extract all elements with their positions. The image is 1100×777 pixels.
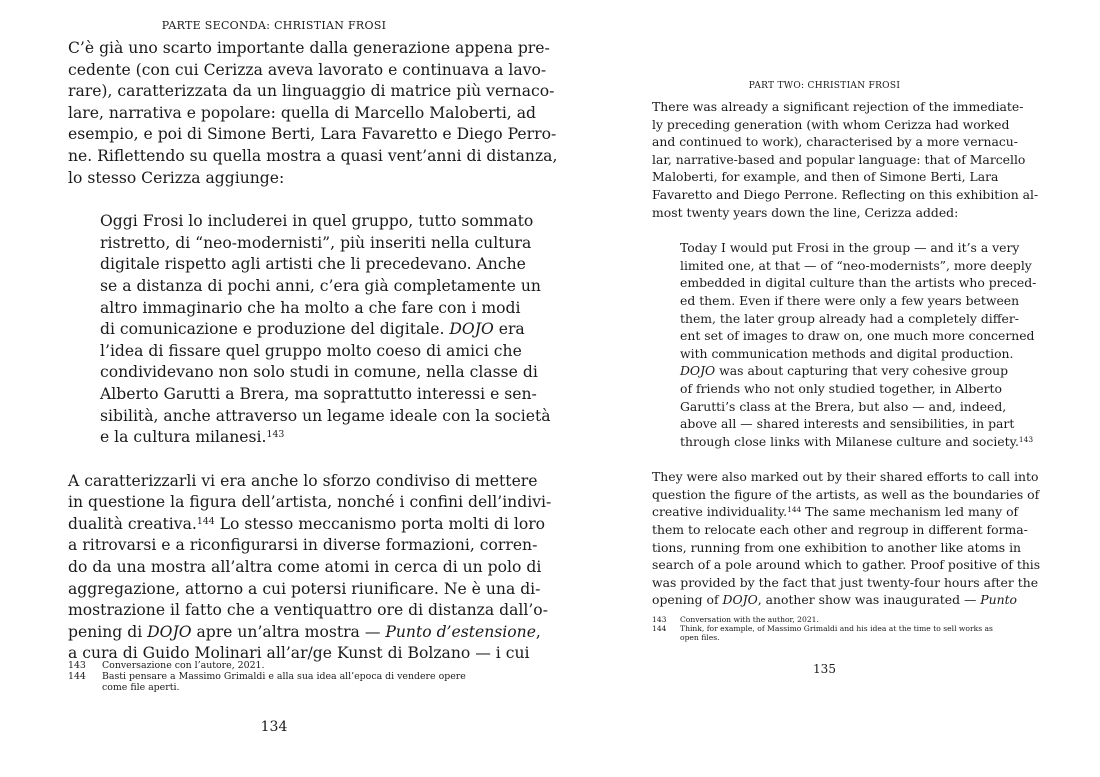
text-line: lo stesso Cerizza aggiunge:: [68, 168, 285, 187]
footnote-text: Conversazione con l’autore, 2021.: [102, 660, 265, 671]
work-title: DOJO: [680, 363, 716, 379]
footnote: [68, 660, 480, 671]
block-quote: [652, 239, 1037, 450]
text-line: and continued to work), characterised by a more vernacu-: [652, 134, 1018, 150]
text-line: them, the later group already had a completely differ-: [680, 310, 1019, 326]
footnote: [68, 671, 480, 693]
text-run: ,: [535, 622, 541, 641]
block-quote: [68, 211, 551, 449]
text-line: lar, narrative-based and popular language: that of Marcello: [652, 151, 1026, 167]
text-line: was provided by the fact that just twenty-four hours after the: [652, 574, 1039, 590]
text-line: above all — shared interests and sensibilities, in part: [680, 416, 1015, 432]
text-run: opening of: [652, 592, 723, 608]
text-line: se a distanza di pochi anni, c’era già completamente un: [100, 276, 541, 295]
text-run: , another show was inaugurated —: [757, 592, 981, 608]
text-line: in questione la figura dell’artista, nonché i confini dell’indivi-: [68, 493, 552, 512]
text-line: They were also marked out by their shared efforts to call into: [652, 469, 1039, 485]
work-title: Punto: [980, 592, 1018, 608]
footnote-ref[interactable]: 144: [787, 505, 802, 515]
text-line: Today I would put Frosi in the group — and it’s a very: [680, 240, 1020, 256]
text-line: ly preceding generation (with whom Cerizza had worked: [652, 116, 1010, 132]
footnote-number: 143: [652, 615, 667, 624]
text-run: dualità creativa.: [68, 514, 197, 533]
footnote-ref[interactable]: 143: [266, 428, 285, 440]
text-line: Alberto Garutti a Brera, ma soprattutto interessi e sen-: [100, 384, 537, 403]
text-line: esempio, e poi di Simone Berti, Lara Favaretto e Diego Perro-: [68, 125, 557, 144]
text-line: tions, running from one exhibition to another like atoms in: [652, 539, 1022, 555]
text-run: era: [498, 320, 525, 339]
text-line: a cura di Guido Molinari all’ar/ge Kunst di Bolzano — i cui: [68, 644, 530, 663]
footnotes: [652, 615, 997, 642]
text-line: most twenty years down the line, Cerizza added:: [652, 204, 959, 220]
text-line: search of a pole around which to gather. Proof positive of this: [652, 557, 1041, 573]
text-line: [652, 503, 1019, 521]
text-line: Garutti’s class at the Brera, but also — and, indeed,: [680, 398, 1007, 414]
text-line: A caratterizzarli vi era anche lo sforzo condiviso di mettere: [68, 471, 538, 490]
text-run: pening di: [68, 622, 148, 641]
text-line: question the figure of the artists, as well as the boundaries of: [652, 486, 1040, 502]
text-run: di comunicazione e produzione del digitale.: [100, 320, 445, 339]
text-line: Favaretto and Diego Perrone. Reflecting on this exhibition al-: [652, 186, 1039, 202]
work-title: DOJO: [722, 592, 758, 608]
text-line: lare, narrativa e popolare: quella di Marcello Maloberti, ad: [68, 103, 537, 122]
text-run: apre un’altra mostra —: [191, 622, 386, 641]
left-page: [68, 0, 558, 777]
work-title: DOJO: [449, 320, 494, 339]
running-head: PARTE SECONDA: CHRISTIAN FROSI: [161, 19, 387, 32]
footnote-text: Think, for example, of Massimo Grimaldi and his idea at the time to sell works as open files.: [680, 624, 993, 642]
page-number: 134: [260, 719, 288, 735]
text-line: aggregazione, attorno a cui potersi riunificare. Ne è una di-: [68, 579, 541, 598]
text-line: Oggi Frosi lo includerei in quel gruppo, tutto sommato: [100, 212, 534, 231]
text-line: digitale rispetto agli artisti che li precedevano. Anche: [100, 255, 526, 274]
text-line: [68, 622, 541, 644]
text-line: [680, 433, 1034, 451]
text-line: limited one, at that — of “neo-modernists”, more deeply: [680, 257, 1032, 273]
body-text: [652, 98, 1041, 609]
running-head: PART TWO: CHRISTIAN FROSI: [748, 81, 901, 91]
text-line: [100, 427, 480, 449]
text-line: rare), caratterizzata da un linguaggio di matrice più vernaco-: [68, 82, 555, 101]
footnote: [652, 615, 997, 624]
text-line: condividevano non solo studi in comune, nella classe di: [100, 363, 538, 382]
footnote-number: 144: [652, 624, 667, 633]
text-line: of friends who not only studied together, in Alberto: [680, 380, 1002, 396]
text-line: [68, 514, 546, 536]
footnote-number: 144: [68, 671, 86, 682]
text-run: The same mechanism led many of: [801, 504, 1019, 520]
text-run: was about capturing that very cohesive group: [715, 363, 1009, 379]
text-line: ne. Riflettendo su quella mostra a quasi vent’anni di distanza,: [68, 146, 558, 165]
text-line: [100, 319, 525, 341]
footnote-ref[interactable]: 143: [1018, 434, 1034, 444]
text-line: There was already a significant rejection of the immediate-: [652, 99, 1024, 114]
footnotes: [68, 660, 480, 693]
text-line: ent set of images to draw on, one much more concerned: [680, 328, 1035, 344]
right-page: [652, 0, 1041, 777]
text-line: with communication methods and digital production.: [680, 345, 1014, 361]
text-run: creative individuality.: [652, 504, 788, 520]
text-line: altro immaginario che ha molto a che fare con i modi: [100, 298, 521, 317]
paragraph: [652, 468, 1041, 609]
text-line: a ritrovarsi e a riconfigurarsi in diverse formazioni, corren-: [68, 536, 538, 555]
text-line: l’idea di fissare quel gruppo molto coeso di amici che: [100, 341, 522, 360]
work-title: DOJO: [147, 622, 192, 641]
text-line: ristretto, di “neo-modernisti”, più inseriti nella cultura: [100, 233, 532, 252]
text-line: mostrazione il fatto che a ventiquattro ore di distanza dall’o-: [68, 601, 548, 620]
text-run: Lo stesso meccanismo porta molti di loro: [214, 514, 546, 533]
text-line: Maloberti, for example, and then of Simone Berti, Lara: [652, 169, 999, 185]
body-text: [68, 38, 558, 665]
footnote-text: Conversation with the author, 2021.: [680, 615, 819, 624]
text-run: e la cultura milanesi.: [100, 428, 267, 447]
work-title: Punto d’estensione: [385, 622, 536, 641]
paragraph: [652, 98, 1039, 221]
text-line: [652, 591, 1018, 609]
page-number: 135: [813, 662, 836, 676]
text-line: do da una mostra all’altra come atomi in cerca di un polo di: [68, 558, 542, 577]
text-line: C’è già uno scarto importante dalla generazione appena pre-: [68, 39, 550, 57]
paragraph: [68, 471, 552, 665]
footnote-ref[interactable]: 144: [196, 515, 215, 527]
paragraph: [68, 38, 558, 189]
text-line: ed them. Even if there were only a few years between: [680, 292, 1020, 308]
text-line: them to relocate each other and regroup in different forma-: [652, 522, 1028, 538]
footnote: [652, 624, 997, 642]
footnote-text: Basti pensare a Massimo Grimaldi e alla sua idea all’epoca di vendere opere come file aperti.: [102, 671, 466, 693]
text-line: sibilità, anche attraverso un legame ideale con la società: [100, 406, 551, 425]
text-line: embedded in digital culture than the artists who preced-: [680, 275, 1037, 291]
text-line: [680, 362, 1009, 380]
text-line: cedente (con cui Cerizza aveva lavorato e continuava a lavo-: [68, 60, 547, 79]
footnote-number: 143: [68, 660, 86, 671]
text-run: through close links with Milanese culture and society.: [680, 433, 1019, 449]
